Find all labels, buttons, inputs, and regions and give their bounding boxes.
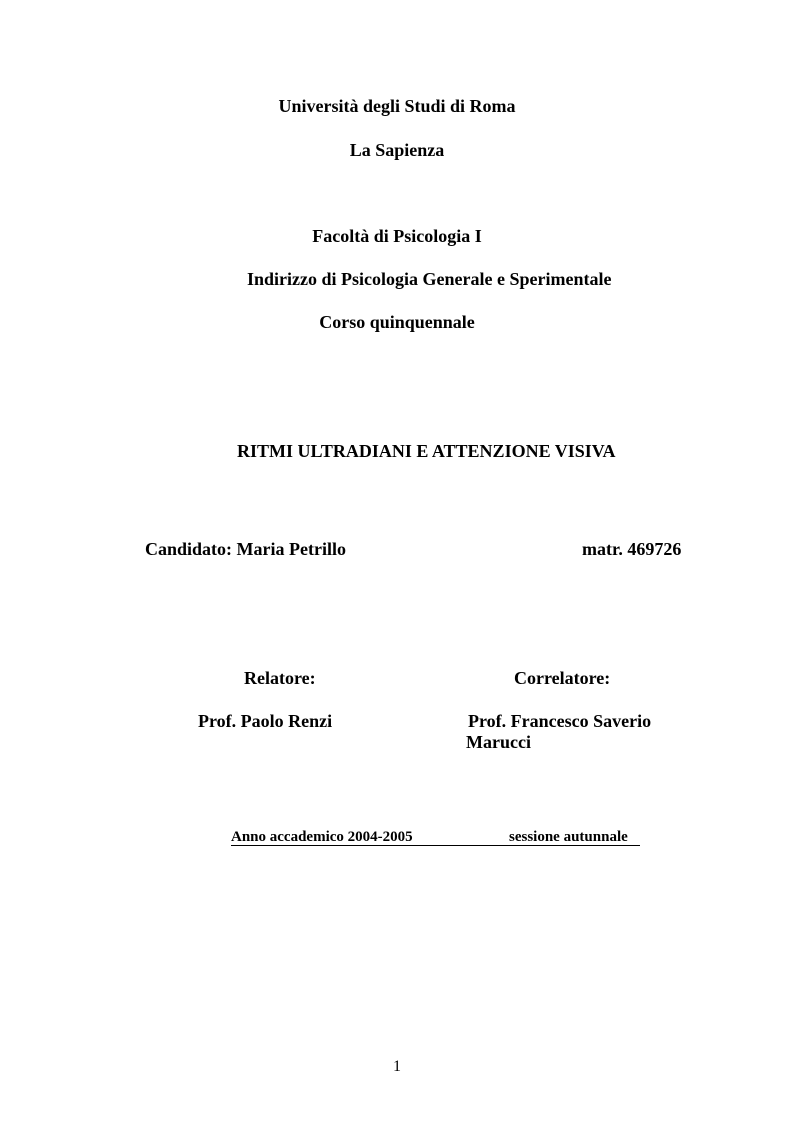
academic-year: Anno accademico 2004-2005 [231,829,413,845]
correlatore-name-line2: Marucci [466,732,531,752]
thesis-title: RITMI ULTRADIANI E ATTENZIONE VISIVA [237,441,616,461]
relatore-label: Relatore: [244,668,316,688]
university-subtitle: La Sapienza [349,140,445,160]
session: sessione autunnale [509,829,628,845]
candidate-name: Candidato: Maria Petrillo [145,539,346,559]
faculty-name: Facoltà di Psicologia I [312,226,482,246]
course-type: Corso quinquennale [319,312,475,332]
matriculation-number: matr. 469726 [582,539,682,559]
faculty-address: Indirizzo di Psicologia Generale e Sperimentale [247,269,612,289]
relatore-name: Prof. Paolo Renzi [198,711,333,731]
university-name: Università degli Studi di Roma [278,96,516,116]
correlatore-name-line1: Prof. Francesco Saverio [468,711,652,731]
academic-year-footer [231,828,640,846]
page-number: 1 [393,1058,401,1075]
correlatore-label: Correlatore: [514,668,611,688]
